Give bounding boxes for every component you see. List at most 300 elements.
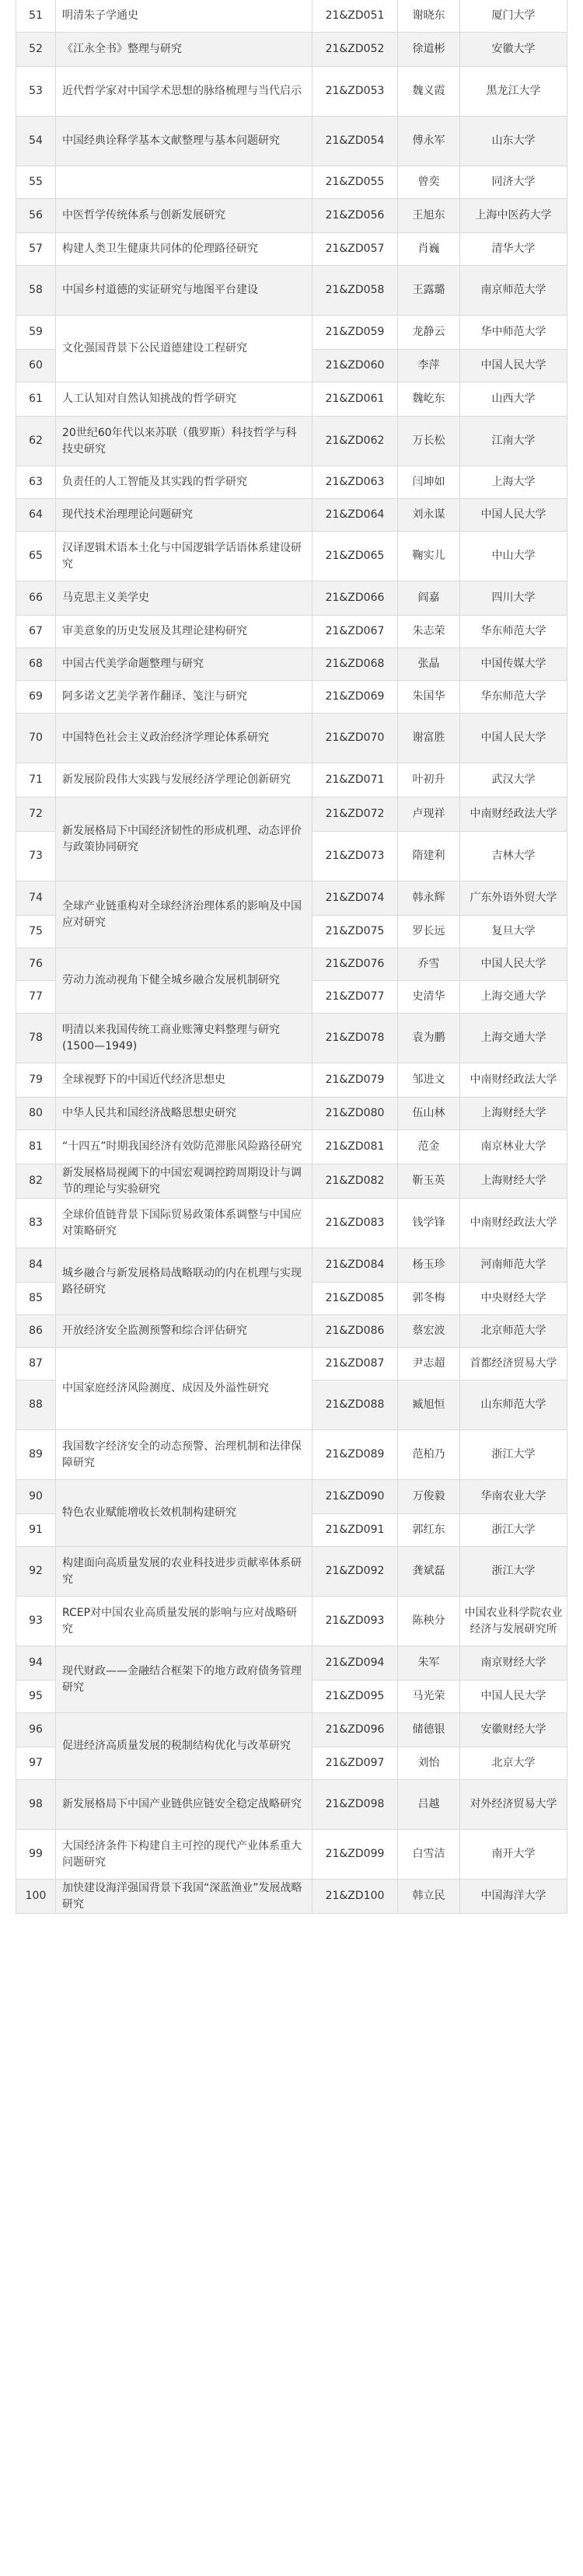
institution-cell <box>460 0 567 33</box>
principal-investigator-cell <box>398 1199 460 1248</box>
principal-investigator: 阎嘉 <box>417 592 440 605</box>
institution-cell <box>460 1130 567 1164</box>
project-code-cell <box>312 763 398 798</box>
project-title-cell <box>56 1164 312 1199</box>
row-number: 51 <box>29 9 43 23</box>
project-code: 21&ZD087 <box>325 1357 385 1370</box>
principal-investigator-cell <box>398 350 460 382</box>
project-code: 21&ZD090 <box>325 1490 385 1503</box>
principal-investigator: 朱国华 <box>412 690 445 703</box>
principal-investigator: 龚斌磊 <box>412 1565 445 1578</box>
principal-investigator: 韩永辉 <box>412 892 445 905</box>
project-title-cell <box>56 763 312 798</box>
project-title: 新发展格局视阈下的中国宏观调控跨周期设计与调节的理论与实验研究 <box>62 1167 302 1196</box>
principal-investigator: 肖巍 <box>417 243 440 256</box>
institution-cell <box>460 33 567 67</box>
row-number-cell <box>16 117 56 166</box>
institution: 中国人民大学 <box>480 731 546 745</box>
principal-investigator: 朱志荣 <box>412 625 445 638</box>
project-code-cell <box>312 581 398 616</box>
project-title: 中国家庭经济风险测度、成因及外溢性研究 <box>62 1382 269 1395</box>
project-code-cell <box>312 981 398 1014</box>
institution-cell <box>460 1380 567 1430</box>
project-code-cell <box>312 166 398 199</box>
project-code-cell <box>312 714 398 763</box>
project-code: 21&ZD075 <box>325 925 385 938</box>
row-number: 68 <box>29 658 43 671</box>
institution: 上海中医药大学 <box>475 209 552 222</box>
project-code-cell <box>312 1063 398 1098</box>
project-title: 人工认知对自然认知挑战的哲学研究 <box>62 393 236 406</box>
institution-cell <box>460 948 567 981</box>
institution: 对外经济贸易大学 <box>470 1798 557 1811</box>
principal-investigator-cell <box>398 714 460 763</box>
institution-cell <box>460 1880 567 1914</box>
row-number: 53 <box>29 85 43 98</box>
institution-cell <box>460 1098 567 1130</box>
row-number-cell <box>16 1283 56 1315</box>
principal-investigator: 袁为鹏 <box>412 1031 445 1045</box>
row-number: 58 <box>29 284 43 297</box>
row-number-cell <box>16 881 56 916</box>
principal-investigator-cell <box>398 1063 460 1098</box>
principal-investigator-cell <box>398 67 460 117</box>
project-code: 21&ZD078 <box>325 1031 385 1045</box>
row-number-cell <box>16 67 56 117</box>
principal-investigator-cell <box>398 1164 460 1199</box>
principal-investigator-cell <box>398 466 460 499</box>
project-code-cell <box>312 499 398 532</box>
row-number: 92 <box>29 1565 43 1578</box>
project-title-cell <box>56 199 312 233</box>
row-number: 93 <box>29 1614 43 1628</box>
project-code-cell <box>312 1199 398 1248</box>
principal-investigator-cell <box>398 648 460 681</box>
row-number: 97 <box>29 1757 43 1770</box>
principal-investigator: 徐道彬 <box>412 43 445 56</box>
project-title-cell <box>56 1130 312 1164</box>
principal-investigator: 魏义霞 <box>412 85 445 98</box>
institution: 山东大学 <box>491 134 536 148</box>
row-number-cell <box>16 1780 56 1830</box>
project-code-cell <box>312 616 398 648</box>
row-number: 95 <box>29 1690 43 1703</box>
project-title: 现代技术治理理论问题研究 <box>62 508 193 522</box>
row-number-cell <box>16 1547 56 1597</box>
project-title-cell <box>56 714 312 763</box>
row-number: 94 <box>29 1656 43 1670</box>
institution: 清华大学 <box>491 243 536 256</box>
institution: 四川大学 <box>491 592 536 605</box>
principal-investigator: 郭红东 <box>412 1524 445 1537</box>
project-title: “十四五”时期我国经济有效防范滞胀风险路径研究 <box>62 1140 302 1154</box>
institution-cell <box>460 616 567 648</box>
principal-investigator-cell <box>398 117 460 166</box>
project-title: 近代哲学家对中国学术思想的脉络梳理与当代启示 <box>62 85 302 98</box>
project-code: 21&ZD066 <box>325 592 385 605</box>
row-number: 83 <box>29 1216 43 1230</box>
project-title: 中国古代美学命题整理与研究 <box>62 658 204 671</box>
institution-cell <box>460 466 567 499</box>
project-title-cell <box>56 881 312 948</box>
principal-investigator-cell <box>398 199 460 233</box>
institution-cell <box>460 581 567 616</box>
institution-cell <box>460 1514 567 1547</box>
project-code: 21&ZD084 <box>325 1258 385 1272</box>
principal-investigator-cell <box>398 1646 460 1681</box>
row-number-cell <box>16 714 56 763</box>
row-number-cell <box>16 1514 56 1547</box>
institution: 南开大学 <box>491 1848 536 1861</box>
row-number: 79 <box>29 1073 43 1087</box>
row-number-cell <box>16 266 56 316</box>
project-title: 我国数字经济安全的动态预警、治理机制和法律保障研究 <box>62 1440 302 1469</box>
project-code: 21&ZD065 <box>325 550 385 563</box>
institution: 中国海洋大学 <box>480 1890 546 1903</box>
institution: 河南师范大学 <box>480 1258 546 1272</box>
principal-investigator-cell <box>398 0 460 33</box>
row-number-cell <box>16 1199 56 1248</box>
project-code-cell <box>312 33 398 67</box>
institution: 华南农业大学 <box>480 1490 546 1503</box>
institution-cell <box>460 117 567 166</box>
project-code-cell <box>312 233 398 266</box>
project-code: 21&ZD099 <box>325 1848 385 1861</box>
project-title-cell <box>56 1480 312 1547</box>
project-code: 21&ZD079 <box>325 1073 385 1087</box>
principal-investigator-cell <box>398 417 460 466</box>
row-number: 62 <box>29 435 43 448</box>
institution-cell <box>460 1597 567 1646</box>
project-code: 21&ZD064 <box>325 508 385 522</box>
institution: 上海交通大学 <box>480 1031 546 1045</box>
row-number-cell <box>16 1130 56 1164</box>
principal-investigator: 韩立民 <box>412 1890 445 1903</box>
project-title-cell <box>56 1780 312 1830</box>
project-code: 21&ZD076 <box>325 958 385 971</box>
institution-cell <box>460 1348 567 1380</box>
principal-investigator: 马光荣 <box>412 1690 445 1703</box>
project-title: 《江永全书》整理与研究 <box>62 43 182 56</box>
project-code: 21&ZD093 <box>325 1614 385 1628</box>
project-title-cell <box>56 166 312 199</box>
project-title: 构建面向高质量发展的农业科技进步贡献率体系研究 <box>62 1557 302 1586</box>
principal-investigator-cell <box>398 1547 460 1597</box>
project-title-cell <box>56 417 312 466</box>
project-title: 马克思主义美学史 <box>62 592 149 605</box>
principal-investigator: 李萍 <box>417 359 440 372</box>
row-number-cell <box>16 466 56 499</box>
institution-cell <box>460 316 567 350</box>
institution-cell <box>460 981 567 1014</box>
project-code: 21&ZD068 <box>325 658 385 671</box>
project-code: 21&ZD063 <box>325 476 385 489</box>
row-number-cell <box>16 616 56 648</box>
project-code: 21&ZD053 <box>325 85 385 98</box>
project-code-cell <box>312 1514 398 1547</box>
row-number: 55 <box>29 176 43 189</box>
institution: 山西大学 <box>491 393 536 406</box>
row-number-cell <box>16 1681 56 1713</box>
principal-investigator-cell <box>398 1780 460 1830</box>
institution: 中国农业科学院农业经济与发展研究所 <box>464 1607 563 1635</box>
project-title-cell <box>56 1248 312 1315</box>
row-number-cell <box>16 1014 56 1063</box>
institution-cell <box>460 832 567 881</box>
row-number-cell <box>16 1098 56 1130</box>
project-code-cell <box>312 199 398 233</box>
row-number-cell <box>16 1830 56 1880</box>
principal-investigator: 闫坤如 <box>412 476 445 489</box>
row-number-cell <box>16 581 56 616</box>
principal-investigator-cell <box>398 166 460 199</box>
project-code-cell <box>312 0 398 33</box>
institution-cell <box>460 1315 567 1348</box>
principal-investigator: 郭冬梅 <box>412 1292 445 1305</box>
row-number-cell <box>16 532 56 581</box>
project-code-cell <box>312 1098 398 1130</box>
project-title-cell <box>56 466 312 499</box>
row-number: 69 <box>29 690 43 703</box>
project-title-cell <box>56 681 312 714</box>
project-title: 汉译逻辑术语本土化与中国逻辑学话语体系建设研究 <box>62 542 302 571</box>
principal-investigator-cell <box>398 1014 460 1063</box>
principal-investigator: 谢晓东 <box>412 9 445 23</box>
row-number: 60 <box>29 359 43 372</box>
project-code-cell <box>312 798 398 832</box>
row-number-cell <box>16 316 56 350</box>
project-title: 大国经济条件下构建自主可控的现代产业体系重大问题研究 <box>62 1840 302 1869</box>
project-code-cell <box>312 1880 398 1914</box>
project-title: 构建人类卫生健康共同体的伦理路径研究 <box>62 243 258 256</box>
principal-investigator-cell <box>398 1597 460 1646</box>
principal-investigator-cell <box>398 1248 460 1283</box>
row-number: 71 <box>29 773 43 787</box>
institution: 武汉大学 <box>491 773 536 787</box>
project-title-cell <box>56 616 312 648</box>
principal-investigator-cell <box>398 233 460 266</box>
institution: 南京林业大学 <box>480 1140 546 1154</box>
project-code: 21&ZD080 <box>325 1107 385 1120</box>
principal-investigator-cell <box>398 1315 460 1348</box>
row-number: 96 <box>29 1723 43 1737</box>
project-code: 21&ZD052 <box>325 43 385 56</box>
project-title: 中医哲学传统体系与创新发展研究 <box>62 209 225 222</box>
project-code-cell <box>312 1315 398 1348</box>
principal-investigator: 臧旭恒 <box>412 1398 445 1412</box>
principal-investigator: 罗长远 <box>412 925 445 938</box>
project-title: 20世纪60年代以来苏联（俄罗斯）科技哲学与科技史研究 <box>62 427 297 456</box>
row-number-cell <box>16 681 56 714</box>
principal-investigator: 朱军 <box>417 1656 440 1670</box>
principal-investigator: 钱学锋 <box>412 1216 445 1230</box>
institution: 中南财经政法大学 <box>470 1073 557 1087</box>
project-code: 21&ZD095 <box>325 1690 385 1703</box>
project-code-cell <box>312 1430 398 1480</box>
project-title-cell <box>56 581 312 616</box>
project-code-cell <box>312 266 398 316</box>
principal-investigator-cell <box>398 881 460 916</box>
principal-investigator: 范金 <box>417 1140 440 1154</box>
institution-cell <box>460 681 567 714</box>
project-title: 中华人民共和国经济战略思想史研究 <box>62 1107 236 1120</box>
row-number-cell <box>16 798 56 832</box>
institution-cell <box>460 1480 567 1514</box>
project-title-cell <box>56 798 312 881</box>
project-code: 21&ZD072 <box>325 808 385 821</box>
institution: 浙江大学 <box>491 1524 536 1537</box>
project-code: 21&ZD073 <box>325 850 385 863</box>
project-code: 21&ZD061 <box>325 393 385 406</box>
project-code-cell <box>312 1597 398 1646</box>
principal-investigator-cell <box>398 1713 460 1747</box>
project-title-cell <box>56 1014 312 1063</box>
project-title: 新发展格局下中国产业链供应链安全稳定战略研究 <box>62 1798 302 1811</box>
project-code: 21&ZD097 <box>325 1757 385 1770</box>
row-number-cell <box>16 1713 56 1747</box>
project-code-cell <box>312 382 398 417</box>
principal-investigator-cell <box>398 1130 460 1164</box>
principal-investigator: 王露璐 <box>412 284 445 297</box>
institution: 吉林大学 <box>491 850 536 863</box>
project-title: 城乡融合与新发展格局战略联动的内在机理与实现路径研究 <box>62 1267 302 1296</box>
project-code-cell <box>312 417 398 466</box>
institution: 浙江大学 <box>491 1448 536 1461</box>
project-code-cell <box>312 1380 398 1430</box>
institution: 北京大学 <box>491 1757 536 1770</box>
institution: 上海财经大学 <box>480 1175 546 1188</box>
project-title: 促进经济高质量发展的税制结构优化与改革研究 <box>62 1740 291 1753</box>
row-number-cell <box>16 350 56 382</box>
institution: 中国传媒大学 <box>480 658 546 671</box>
project-code: 21&ZD059 <box>325 326 385 339</box>
principal-investigator-cell <box>398 948 460 981</box>
row-number-cell <box>16 916 56 948</box>
institution: 中国人民大学 <box>480 508 546 522</box>
principal-investigator: 刘永谋 <box>412 508 445 522</box>
institution: 复旦大学 <box>491 925 536 938</box>
row-number-cell <box>16 1880 56 1914</box>
principal-investigator-cell <box>398 382 460 417</box>
institution-cell <box>460 798 567 832</box>
project-title: 现代财政——金融结合框架下的地方政府债务管理研究 <box>62 1665 302 1694</box>
project-code: 21&ZD057 <box>325 243 385 256</box>
row-number: 76 <box>29 958 43 971</box>
institution-cell <box>460 1547 567 1597</box>
principal-investigator: 卢现祥 <box>412 808 445 821</box>
project-title-cell <box>56 532 312 581</box>
project-code: 21&ZD067 <box>325 625 385 638</box>
row-number: 78 <box>29 1031 43 1045</box>
project-code: 21&ZD098 <box>325 1798 385 1811</box>
row-number-cell <box>16 499 56 532</box>
institution: 中南财经政法大学 <box>470 1216 557 1230</box>
project-code-cell <box>312 532 398 581</box>
project-title: 开放经济安全监测预警和综合评估研究 <box>62 1325 247 1338</box>
row-number: 61 <box>29 393 43 406</box>
project-code: 21&ZD070 <box>325 731 385 745</box>
institution: 上海财经大学 <box>480 1107 546 1120</box>
institution: 黑龙江大学 <box>486 85 541 98</box>
principal-investigator: 史清华 <box>412 990 445 1004</box>
row-number-cell <box>16 832 56 881</box>
principal-investigator-cell <box>398 1480 460 1514</box>
project-code-cell <box>312 1164 398 1199</box>
project-code: 21&ZD054 <box>325 134 385 148</box>
row-number-cell <box>16 648 56 681</box>
principal-investigator: 龙静云 <box>412 326 445 339</box>
row-number: 54 <box>29 134 43 148</box>
project-code: 21&ZD071 <box>325 773 385 787</box>
principal-investigator: 范柏乃 <box>412 1448 445 1461</box>
project-title-cell <box>56 1597 312 1646</box>
project-title: 文化强国背景下公民道德建设工程研究 <box>62 342 247 355</box>
project-title-cell <box>56 1315 312 1348</box>
institution-cell <box>460 67 567 117</box>
institution-cell <box>460 166 567 199</box>
project-title: 新发展阶段伟大实践与发展经济学理论创新研究 <box>62 773 291 787</box>
principal-investigator-cell <box>398 1430 460 1480</box>
principal-investigator-cell <box>398 1681 460 1713</box>
project-title-cell <box>56 1098 312 1130</box>
project-code: 21&ZD083 <box>325 1216 385 1230</box>
row-number: 64 <box>29 508 43 522</box>
principal-investigator: 白雪洁 <box>412 1848 445 1861</box>
institution: 中国人民大学 <box>480 359 546 372</box>
project-title-cell <box>56 1430 312 1480</box>
institution-cell <box>460 1248 567 1283</box>
project-title-cell <box>56 233 312 266</box>
row-number-cell <box>16 199 56 233</box>
project-code: 21&ZD056 <box>325 209 385 222</box>
principal-investigator: 乔雪 <box>417 958 440 971</box>
project-title-cell <box>56 1880 312 1914</box>
project-code: 21&ZD060 <box>325 359 385 372</box>
project-title: 全球视野下的中国近代经济思想史 <box>62 1073 225 1087</box>
principal-investigator: 刘怡 <box>417 1757 440 1770</box>
institution: 上海交通大学 <box>480 990 546 1004</box>
row-number: 74 <box>29 892 43 905</box>
project-title: 新发展格局下中国经济韧性的形成机理、动态评价与政策协同研究 <box>62 825 302 853</box>
project-code: 21&ZD077 <box>325 990 385 1004</box>
principal-investigator-cell <box>398 1880 460 1914</box>
project-code: 21&ZD091 <box>325 1524 385 1537</box>
institution: 上海大学 <box>491 476 536 489</box>
row-number: 73 <box>29 850 43 863</box>
institution-cell <box>460 1430 567 1480</box>
institution-cell <box>460 417 567 466</box>
row-number: 52 <box>29 43 43 56</box>
principal-investigator: 靳玉英 <box>412 1175 445 1188</box>
institution-cell <box>460 916 567 948</box>
project-code-cell <box>312 1681 398 1713</box>
principal-investigator-cell <box>398 532 460 581</box>
row-number: 81 <box>29 1140 43 1154</box>
project-code-cell <box>312 117 398 166</box>
principal-investigator: 王旭东 <box>412 209 445 222</box>
principal-investigator-cell <box>398 1283 460 1315</box>
row-number: 89 <box>29 1448 43 1461</box>
project-code: 21&ZD055 <box>325 176 385 189</box>
principal-investigator: 魏屹东 <box>412 393 445 406</box>
principal-investigator: 隋建利 <box>412 850 445 863</box>
project-code-cell <box>312 1348 398 1380</box>
row-number: 67 <box>29 625 43 638</box>
institution-cell <box>460 1830 567 1880</box>
project-code-cell <box>312 67 398 117</box>
project-title: 明清朱子学通史 <box>62 9 138 23</box>
principal-investigator-cell <box>398 266 460 316</box>
